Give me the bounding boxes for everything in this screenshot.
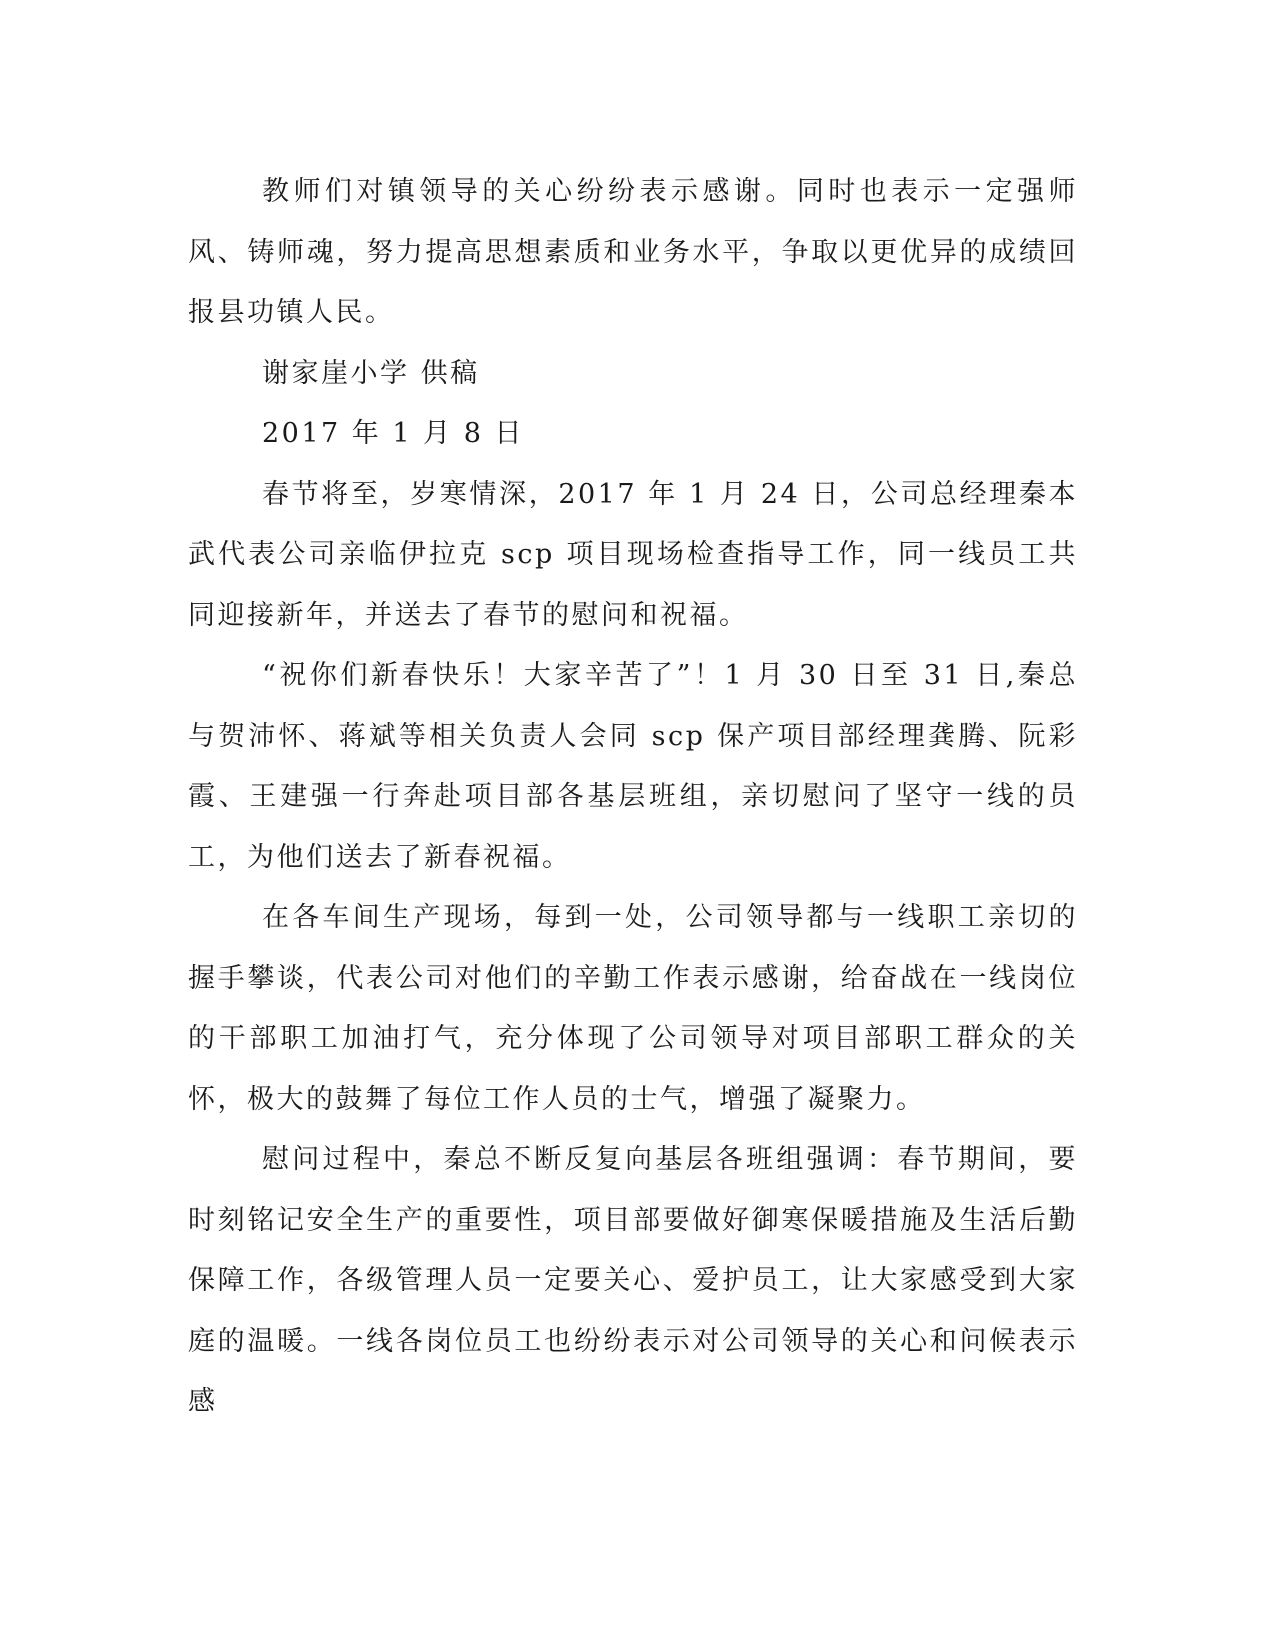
paragraph-new-year-greetings: “祝你们新春快乐！大家辛苦了”！1 月 30 日至 31 日,秦总与贺沛怀、蒋斌等相关负责人会同 scp 保产项目部经理龚腾、阮彩霞、王建强一行奔赴项目部各基层班组，亲切慰问了坚守一线的员工，为他们送去了新春祝福。 [188,660,1078,873]
paragraph-site-visits: 在各车间生产现场，每到一处，公司领导都与一线职工亲切的握手攀谈，代表公司对他们的辛勤工作表示感谢，给奋战在一线岗位的干部职工加油打气，充分体现了公司领导对项目部职工群众的关怀，极大的鼓舞了每位工作人员的士气，增强了凝聚力。 [188,902,1078,1115]
contributor-line: 谢家崖小学 供稿 [262,357,480,389]
paragraph-spring-festival-visit: 春节将至，岁寒情深，2017 年 1 月 24 日，公司总经理秦本武代表公司亲临伊拉克 scp 项目现场检查指导工作，同一线员工共同迎接新年，并送去了春节的慰问和祝福。 [188,478,1078,631]
paragraph-safety-emphasis: 慰问过程中，秦总不断反复向基层各班组强调：春节期间，要时刻铭记安全生产的重要性，项目部要做好御寒保暖措施及生活后勤保障工作，各级管理人员一定要关心、爱护员工，让大家感受到大家庭的温暖。一线各岗位员工也纷纷表示对公司领导的关心和问候表示感 [188,1144,1078,1417]
date-line: 2017 年 1 月 8 日 [262,418,524,449]
document-body [188,162,1078,1433]
paragraph-teachers-thanks: 教师们对镇领导的关心纷纷表示感谢。同时也表示一定强师风、铸师魂，努力提高思想素质和业务水平，争取以更优异的成绩回报县功镇人民。 [188,176,1078,328]
